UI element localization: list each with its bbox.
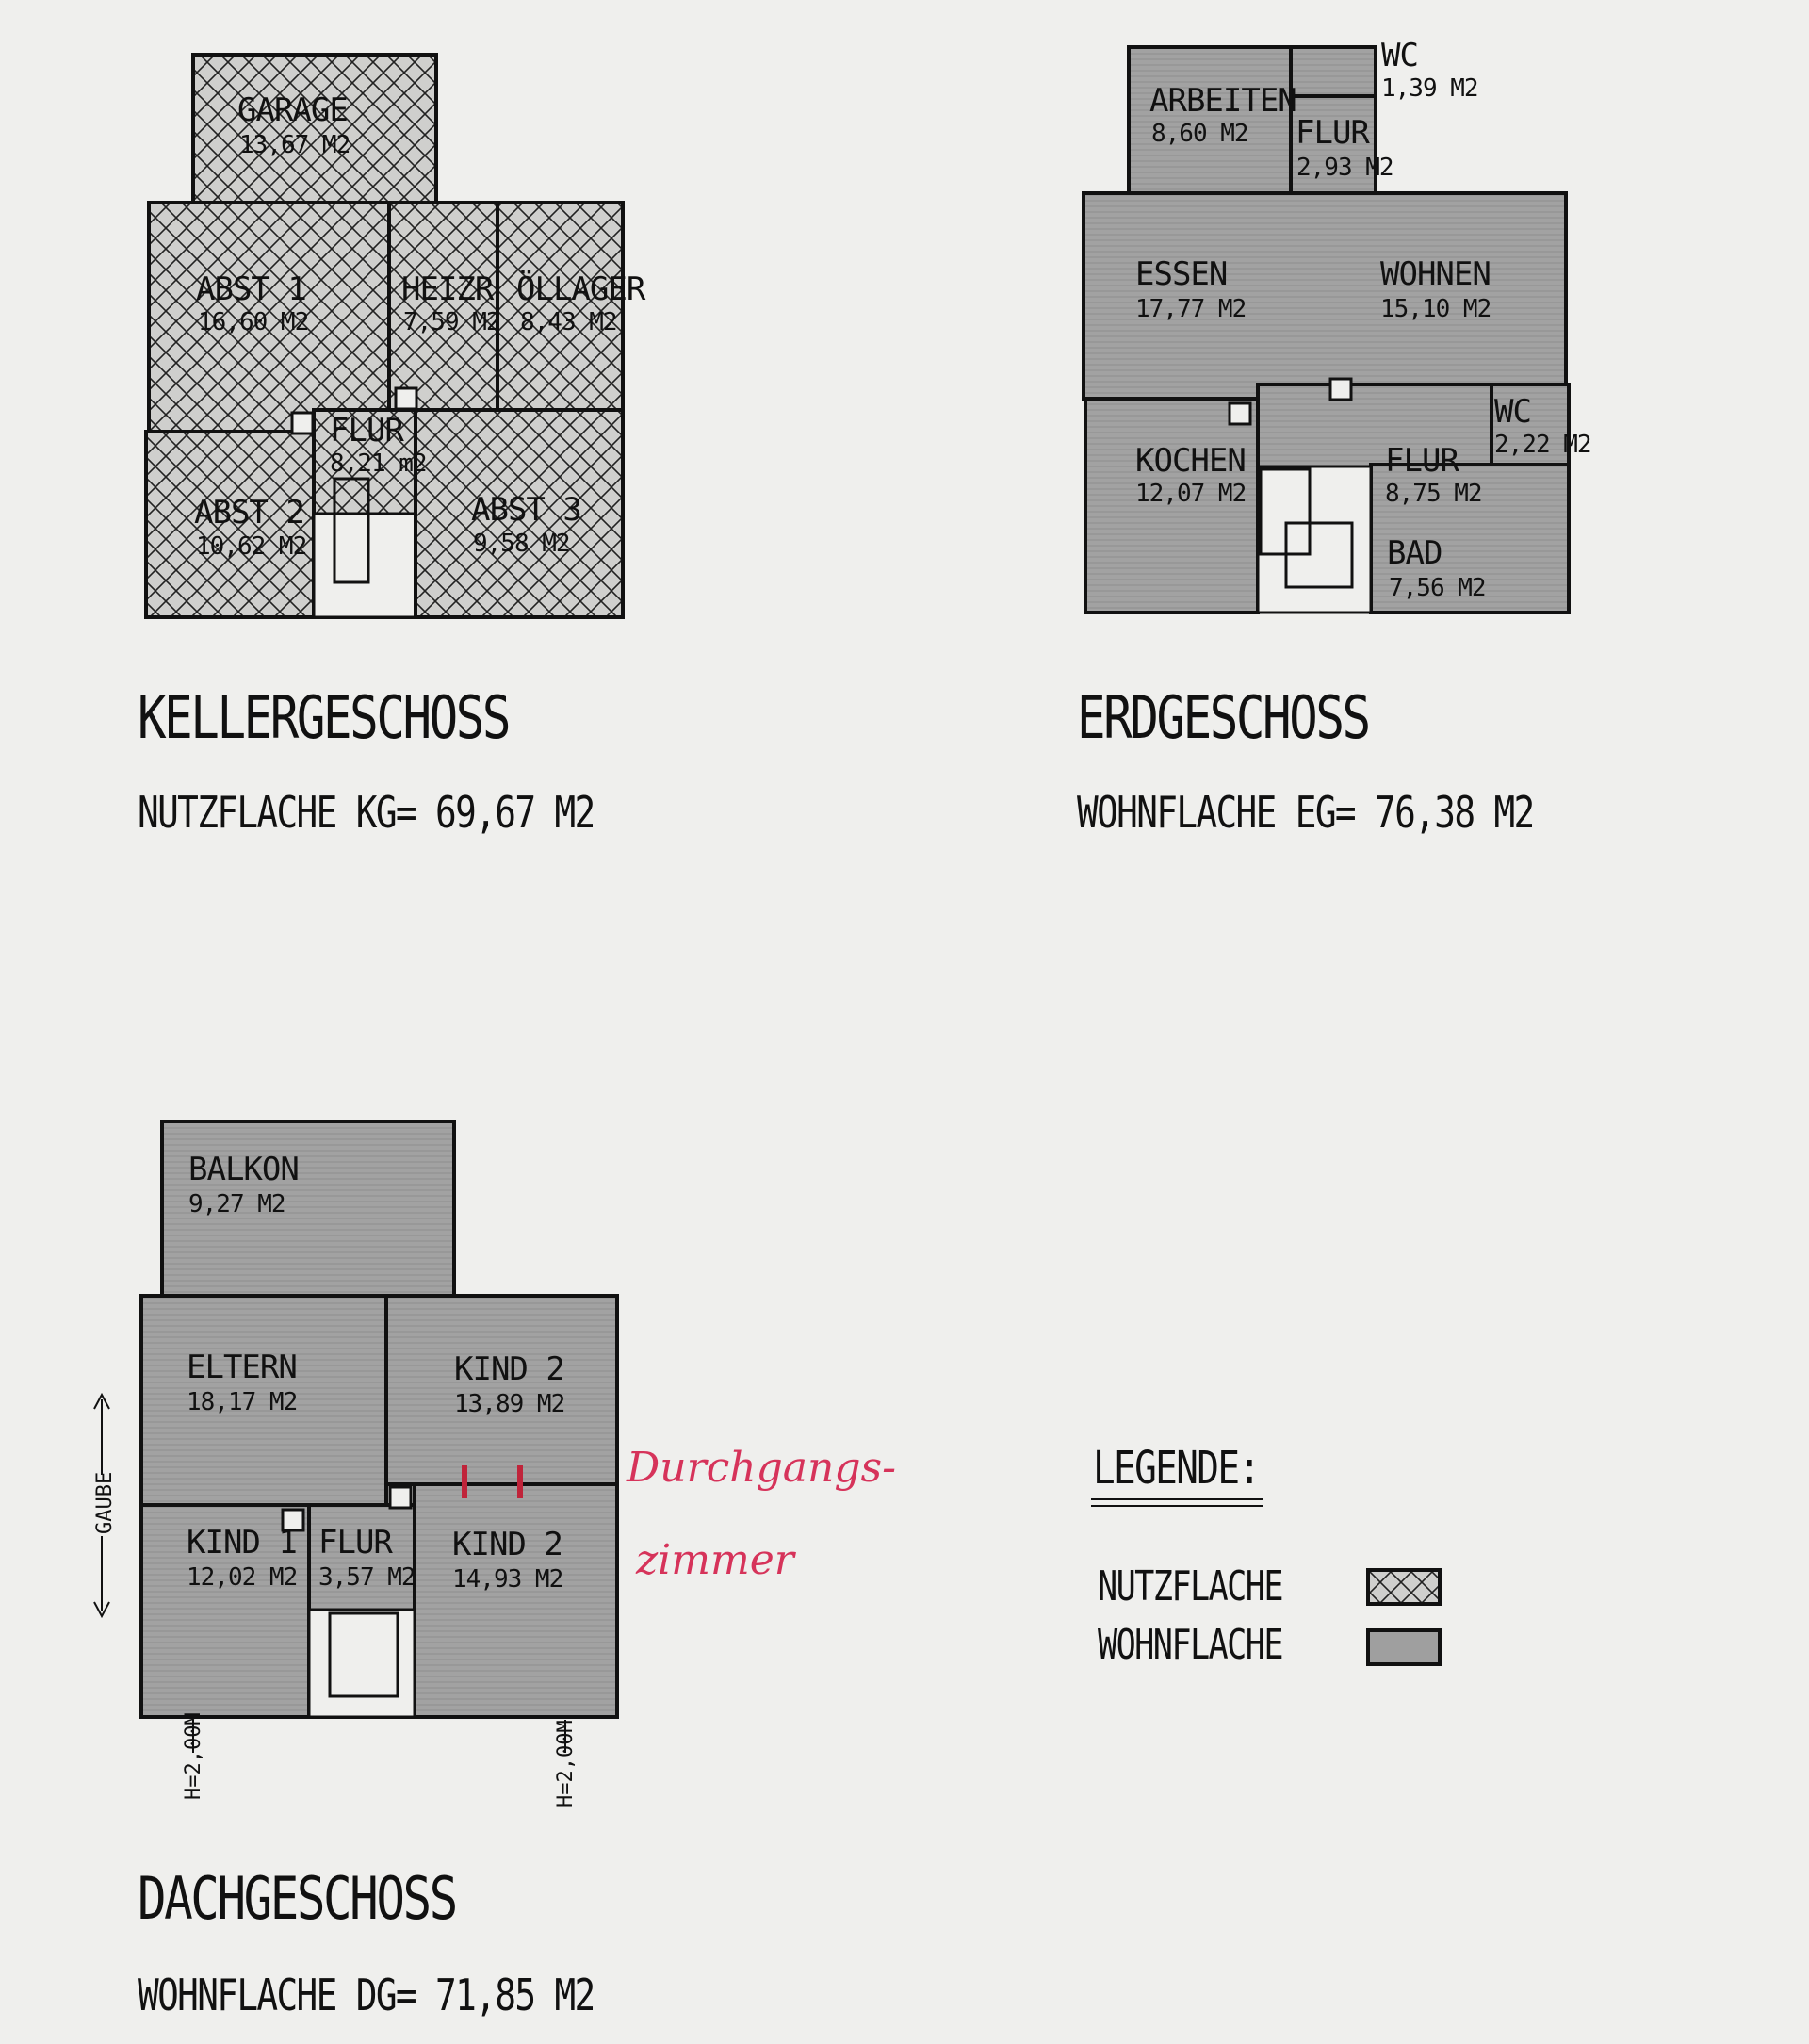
- room-area-abst3: 9,58 M2: [473, 530, 570, 558]
- eg-area-total: WOHNFLACHE EG= 76,38 M2: [1077, 787, 1534, 838]
- room-area-arbeiten: 8,60 M2: [1151, 120, 1248, 148]
- room-area-kind2-upper: 13,89 M2: [454, 1390, 565, 1418]
- room-area-kochen: 12,07 M2: [1135, 480, 1247, 508]
- chimney-eg-2: [1230, 403, 1250, 424]
- room-area-flur-upper: 2,93 M2: [1296, 154, 1393, 182]
- room-label-wc-eg: WC: [1494, 393, 1531, 431]
- legend-swatch-wohnflache: [1366, 1628, 1442, 1666]
- room-area-wohnen: 15,10 M2: [1380, 295, 1491, 323]
- handwritten-note-line2: zimmer: [636, 1536, 794, 1584]
- room-area-garage: 13,67 M2: [239, 131, 350, 159]
- room-area-abst1: 16,60 M2: [198, 308, 309, 336]
- room-area-flur-dg: 3,57 M2: [318, 1563, 416, 1592]
- room-label-wohnen: WOHNEN: [1380, 255, 1491, 293]
- room-label-kind2-lower: KIND 2: [452, 1526, 562, 1563]
- kg-title: KELLERGESCHOSS: [138, 683, 510, 752]
- room-area-kind2-lower: 14,93 M2: [452, 1565, 563, 1594]
- room-label-flur-dg: FLUR: [318, 1524, 392, 1562]
- chimney-kg-2: [396, 388, 416, 409]
- room-area-flur-kg: 8,21 m2: [330, 450, 427, 478]
- room-label-abst2: ABST 2: [194, 494, 304, 531]
- room-area-oellager: 8,43 M2: [520, 308, 617, 336]
- chimney-kg-1: [292, 413, 313, 433]
- chimney-dg-2: [390, 1487, 411, 1508]
- room-label-flur-eg: FLUR: [1385, 442, 1459, 480]
- room-label-wc-small: WC: [1381, 37, 1418, 74]
- room-label-abst1: ABST 1: [196, 270, 306, 308]
- kellergeschoss-plan: [146, 55, 646, 617]
- room-area-abst2: 10,62 M2: [196, 532, 307, 561]
- room-label-eltern: ELTERN: [187, 1349, 297, 1386]
- room-label-flur-upper: FLUR: [1296, 114, 1369, 152]
- room-label-garage: GARAGE: [237, 91, 348, 129]
- legend-underline-1: [1091, 1498, 1263, 1500]
- legend-title: LEGENDE:: [1093, 1442, 1260, 1495]
- stair-kg: [314, 514, 416, 617]
- room-label-essen: ESSEN: [1135, 255, 1228, 293]
- kg-area-total: NUTZFLACHE KG= 69,67 M2: [138, 787, 595, 838]
- room-label-arbeiten: ARBEITEN: [1149, 82, 1296, 120]
- room-area-kind1: 12,02 M2: [187, 1563, 298, 1592]
- kind2-lower-room: [415, 1484, 617, 1717]
- room-label-kind1: KIND 1: [187, 1524, 297, 1562]
- height-label-left: H=2,00M: [182, 1712, 205, 1800]
- chimney-eg-1: [1330, 379, 1351, 400]
- wc-small-room: [1291, 47, 1376, 96]
- legend-label-wohnflache: WOHNFLACHE: [1098, 1621, 1282, 1669]
- height-label-right: H=2,00M: [554, 1720, 578, 1807]
- legend-swatch-nutzflache: [1366, 1568, 1442, 1606]
- room-label-flur-kg: FLUR: [330, 412, 403, 450]
- gaube-label: GAUBE: [93, 1471, 117, 1534]
- dachgeschoss-plan: [93, 1121, 896, 1807]
- room-label-abst3: ABST 3: [471, 491, 581, 529]
- room-label-bad: BAD: [1387, 534, 1442, 572]
- room-label-kochen: KOCHEN: [1135, 442, 1246, 480]
- room-label-heizr: HEIZR: [401, 270, 494, 308]
- room-area-wc-small: 1,39 M2: [1381, 74, 1478, 103]
- room-area-bad: 7,56 M2: [1389, 574, 1486, 602]
- handwritten-note-line1: Durchgangs-: [627, 1444, 896, 1492]
- room-area-eltern: 18,17 M2: [187, 1388, 298, 1416]
- dg-title: DACHGESCHOSS: [138, 1864, 456, 1933]
- stair-eg: [1258, 466, 1371, 613]
- legend-label-nutzflache: NUTZFLACHE: [1098, 1562, 1282, 1611]
- eg-title: ERDGESCHOSS: [1077, 683, 1369, 752]
- room-label-oellager: ÖLLAGER: [516, 270, 645, 308]
- room-area-essen: 17,77 M2: [1135, 295, 1247, 323]
- room-area-flur-eg: 8,75 M2: [1385, 480, 1482, 508]
- room-area-wc-eg: 2,22 M2: [1494, 431, 1591, 459]
- dg-area-total: WOHNFLACHE DG= 71,85 M2: [138, 1970, 595, 2020]
- room-label-kind2-upper: KIND 2: [454, 1350, 564, 1388]
- room-label-balkon: BALKON: [188, 1151, 299, 1188]
- room-area-balkon: 9,27 M2: [188, 1190, 285, 1218]
- erdgeschoss-plan: [1084, 37, 1591, 613]
- room-area-heizr: 7,59 M2: [403, 308, 500, 336]
- legend-underline-2: [1091, 1505, 1263, 1507]
